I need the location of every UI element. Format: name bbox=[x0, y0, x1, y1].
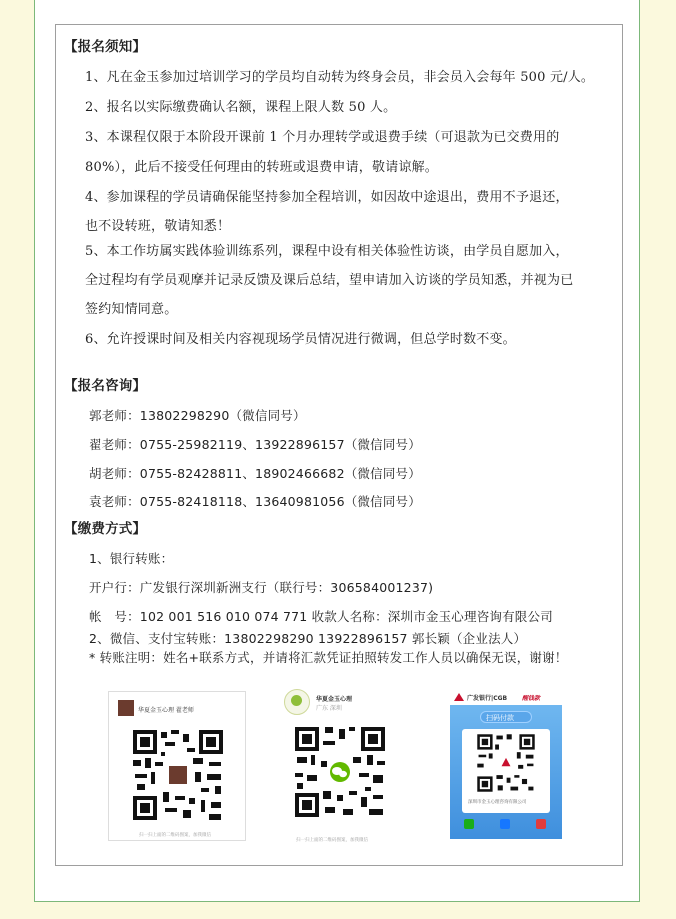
bank-qr-card bbox=[450, 687, 562, 839]
notice-heading: 【报名须知】 bbox=[64, 39, 147, 55]
bank-panel bbox=[450, 705, 562, 839]
notice-line-7: 5、本工作坊属实践体验训练系列，课程中设有相关体验性访谈，由学员自愿加入， bbox=[85, 244, 569, 259]
group-qr-foot: 扫一扫上面的二维码图案，加我微信 bbox=[296, 838, 368, 843]
payment-line-3: 帐 号：102 001 516 010 074 771 收款人名称：深圳市金玉心理咨询有限公司 bbox=[89, 609, 553, 624]
notice-line-3: 3、本课程仅限于本阶段开课前 1 个月办理转学或退费手续（可退款为已交费用的 bbox=[85, 130, 560, 145]
bank-scan-title: 扫码付款 bbox=[486, 714, 514, 722]
wechat-pay-icon bbox=[464, 819, 474, 829]
notice-line-8: 全过程均有学员观摩并记录反馈及课后总结，望申请加入访谈的学员知悉，并视为已 bbox=[85, 273, 574, 288]
unionpay-icon bbox=[536, 819, 546, 829]
bank-qr-code[interactable] bbox=[476, 733, 536, 793]
avatar bbox=[118, 700, 134, 716]
consult-line-1: 郭老师：13802298290（微信同号） bbox=[89, 408, 306, 423]
notice-line-1: 1、凡在金玉参加过培训学习的学员均自动转为终身会员，非会员入会每年 500 元/人。 bbox=[85, 70, 595, 85]
notice-line-6: 也不设转班，敬请知悉！ bbox=[85, 219, 231, 234]
consult-line-2: 翟老师：0755-25982119、13922896157（微信同号） bbox=[89, 437, 421, 452]
wechat-qr-foot: 扫一扫上面的二维码图案，加我微信 bbox=[139, 833, 211, 838]
notice-line-5: 4、参加课程的学员请确保能坚持参加全程培训，如因故中途退出，费用不予退还， bbox=[85, 190, 569, 205]
bank-logo-icon bbox=[454, 693, 464, 701]
consult-line-3: 胡老师：0755-82428811、18902466682（微信同号） bbox=[89, 466, 421, 481]
bank-company: 深圳市金玉心理咨询有限公司 bbox=[468, 800, 527, 805]
wechat-qr-title: 华夏金玉心理 翟老师 bbox=[138, 707, 194, 714]
group-qr-code[interactable] bbox=[293, 725, 387, 819]
notice-line-9: 签约知情同意。 bbox=[85, 302, 178, 317]
payment-line-2: 开户行：广发银行深圳新洲支行（联行号：306584001237) bbox=[89, 580, 434, 595]
payment-line-5: * 转账注明：姓名+联系方式，并请将汇款凭证拍照转发工作人员以确保无误，谢谢！ bbox=[89, 650, 568, 665]
wechat-qr-card bbox=[108, 691, 246, 841]
notice-line-2: 2、报名以实际缴费确认名额，课程上限人数 50 人。 bbox=[85, 100, 397, 115]
consult-line-4: 袁老师：0755-82418118、13640981056（微信同号） bbox=[89, 494, 421, 509]
consult-heading: 【报名咨询】 bbox=[64, 378, 147, 394]
alipay-icon bbox=[500, 819, 510, 829]
notice-line-4: 80%），此后不接受任何理由的转班或退费申请，敬请谅解。 bbox=[85, 160, 438, 175]
notice-line-10: 6、允许授课时间及相关内容视现场学员情况进行微调，但总学时数不变。 bbox=[85, 332, 516, 347]
group-qr-card bbox=[278, 685, 402, 849]
payment-heading: 【缴费方式】 bbox=[64, 521, 147, 537]
group-logo-icon bbox=[284, 689, 310, 715]
wechat-qr-code[interactable] bbox=[131, 728, 225, 822]
group-qr-title: 华夏金玉心理 bbox=[316, 696, 353, 703]
payment-line-1: 1、银行转账： bbox=[89, 551, 174, 566]
bank-tag: 醒钱款 bbox=[522, 695, 541, 702]
outer-frame bbox=[34, 0, 640, 902]
bank-brand: 广发银行|CGB bbox=[467, 695, 508, 702]
payment-line-4: 2、微信、支付宝转账：13802298290 13922896157 郭长颖（企业法人） bbox=[89, 631, 527, 646]
content-frame bbox=[55, 24, 623, 866]
group-qr-sub: 广东 深圳 bbox=[316, 705, 342, 712]
